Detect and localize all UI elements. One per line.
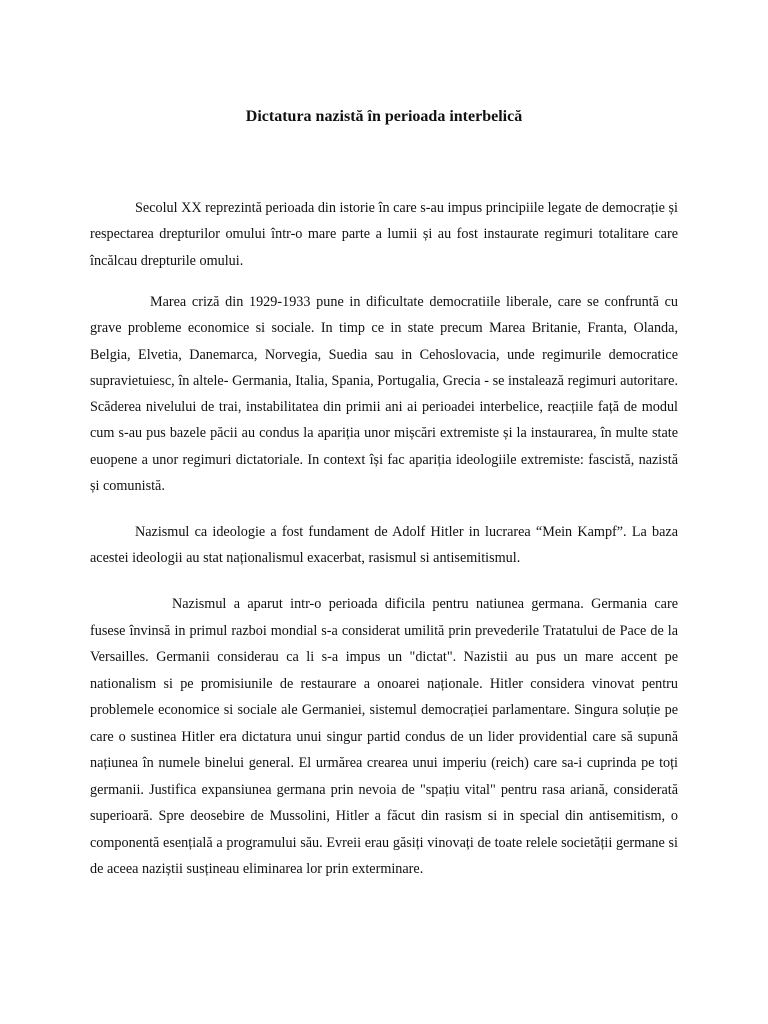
paragraph-nazism-rise: Nazismul a aparut intr-o perioada dificila pentru natiunea germana. Germania care fusese învinsă in primul razboi mondial s-a considerat umilită prin prevederile Tratatului de Pace de la Versailles. Germanii considerau ca li s-a impus un "dictat". Nazistii au pus un mare accent pe nationalism si pe promisiunile de restaurare a onoarei naționale. Hitler considera vinovat pentru problemele economice si sociale ale Germaniei, sistemul democrației parlamentare. Singura soluție pe care o sustinea Hitler era dictatura unui singur partid condus de un lider providential care să supună națiunea în numele binelui general. El urmărea crearea unui imperiu (reich) care sa-i cuprinda pe toți germanii. Justifica expansiunea germana prin nevoia de "spațiu vital" pentru rasa ariană, considerată superioară. Spre deosebire de Mussolini, Hitler a făcut din rasism si in special din antisemitism, o componentă esențială a programului său. Evreii erau găsiți vinovați de toate relele societății germane si de aceea naziștii susțineau eliminarea lor prin exterminare. [90,596,678,877]
paragraph-great-depression: Marea criză din 1929-1933 pune in dificultate democratiile liberale, care se confruntă cu grave probleme economice si sociale. In timp ce in state precum Marea Britanie, Franta, Olanda, Belgia, Elvetia, Danemarca, Norvegia, Suedia sau in Cehoslovacia, unde regimurile democratice supravietuiesc, în altele- Germania, Italia, Spania, Portugalia, Grecia - se instalează regimuri autoritare. Scăderea nivelului de trai, instabilitatea din primii ani ai perioadei interbelice, reacțiile față de modul cum s-au pus bazele păcii au condus la apariția unor mișcări extremiste și la instaurarea, în multe state euopene a unor regimuri dictatoriale. In context își fac apariția ideologiile extremiste: fascistă, nazistă și comunistă. [90,294,678,495]
paragraph-intro: Secolul XX reprezintă perioada din istorie în care s-au impus principiile legate de democrație și respectarea drepturilor omului într-o mare parte a lumii și au fost instaurate regimuri totalitare care încălcau drepturile omului. [90,200,678,269]
document-title: Dictatura nazistă în perioada interbelică [245,108,523,125]
paragraph-nazism-ideology: Nazismul ca ideologie a fost fundament de Adolf Hitler in lucrarea “Mein Kampf”. La baza acestei ideologii au stat naționalismul exacerbat, rasismul si antisemitismul. [90,524,678,567]
